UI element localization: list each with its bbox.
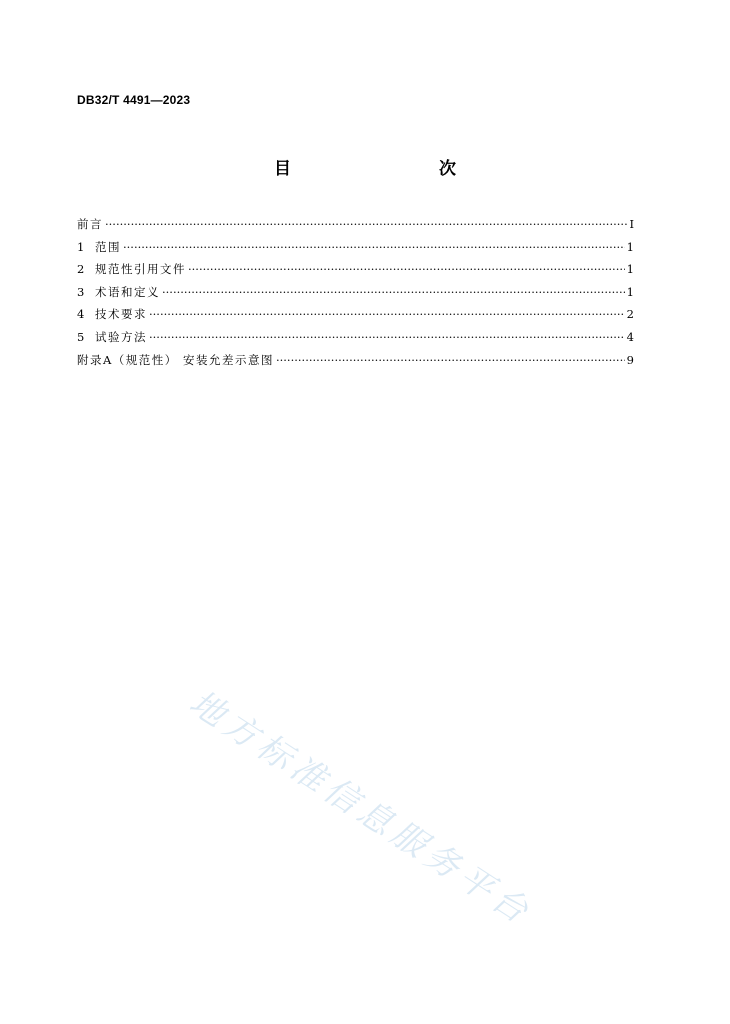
toc-entry-number: 3 bbox=[77, 284, 85, 299]
toc-entry-scope[interactable] bbox=[77, 236, 634, 259]
toc-entry-normative-references[interactable] bbox=[77, 258, 634, 281]
toc-entry-page: 4 bbox=[626, 329, 634, 344]
toc-leader-dots bbox=[188, 258, 625, 281]
toc-leader-dots bbox=[162, 281, 625, 304]
toc-entry-number: 2 bbox=[77, 262, 85, 277]
toc-entry-appendix-a[interactable] bbox=[77, 349, 634, 372]
toc-entry-page: 1 bbox=[626, 284, 634, 299]
toc-entry-page: 1 bbox=[626, 239, 634, 254]
toc-entry-test-methods[interactable] bbox=[77, 326, 634, 349]
toc-leader-dots bbox=[123, 236, 625, 259]
toc-leader-dots bbox=[149, 326, 625, 349]
toc-entry-label: 技术要求 bbox=[95, 307, 147, 322]
toc-entry-page: I bbox=[629, 217, 634, 231]
page-title: 目 次 bbox=[274, 159, 494, 179]
toc-entry-number: 5 bbox=[77, 329, 85, 344]
toc-entry-label: 试验方法 bbox=[95, 329, 147, 344]
toc-leader-dots bbox=[149, 303, 625, 326]
toc-entry-page: 2 bbox=[626, 307, 634, 322]
toc-entry-label: 范围 bbox=[95, 239, 121, 254]
toc-leader-dots bbox=[105, 213, 627, 236]
toc-entry-terms-definitions[interactable] bbox=[77, 281, 634, 304]
toc-entry-page: 1 bbox=[626, 262, 634, 277]
watermark: 地方标准信息服务平台 bbox=[182, 682, 540, 935]
toc-entry-label: 术语和定义 bbox=[95, 284, 160, 299]
toc-entry-number: 1 bbox=[77, 239, 85, 254]
toc-entry-foreword[interactable] bbox=[77, 213, 634, 236]
toc-entry-page: 9 bbox=[626, 352, 634, 367]
toc-entry-number: 4 bbox=[77, 307, 85, 322]
table-of-contents bbox=[77, 213, 634, 371]
toc-entry-label: 附录A（规范性） 安装允差示意图 bbox=[77, 352, 274, 367]
toc-entry-label: 规范性引用文件 bbox=[95, 262, 186, 277]
toc-leader-dots bbox=[276, 349, 625, 372]
standard-code: DB32/T 4491—2023 bbox=[77, 93, 191, 107]
toc-entry-label: 前言 bbox=[77, 217, 103, 231]
toc-entry-technical-requirements[interactable] bbox=[77, 303, 634, 326]
